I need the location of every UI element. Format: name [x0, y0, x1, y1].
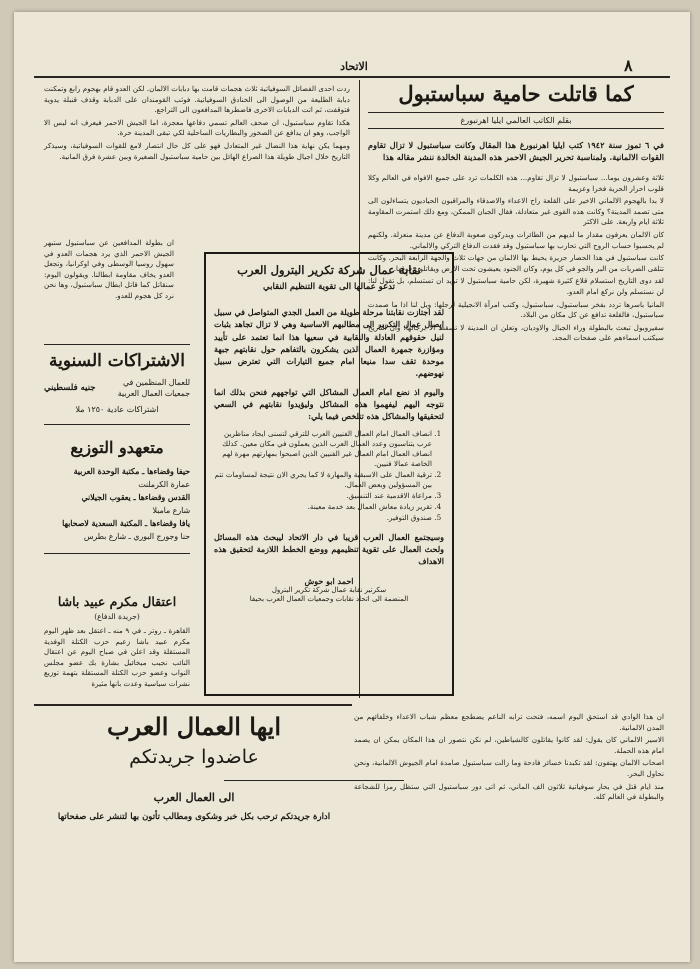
continuation-paragraph: ومهما يكن نهاية هذا النضال غير المتعادل فهو على كل حال انتصار لامع للقوات السوفياتية، وسيذكر التاريخ خلال اجيال طويلة هذا الصراع الهائل بين حامية سباستبول الصغيرة وبين عشرة فرق المانية.: [44, 140, 350, 161]
workers-banner: [44, 712, 344, 822]
main-byline: بقلم الكاتب العالمي ايليا اهرنبورغ: [460, 116, 572, 125]
arrest-source: (جريدة الدفاع): [94, 612, 140, 621]
continuation-article: [44, 84, 350, 164]
main-paragraph: منذ ايام قتل في بحار سوفياتية ثلاثون الف الماني، ثم اتى دور سباستبول التي ستظل رمزا للشجاعة والبطولة في العالم كله.: [354, 781, 664, 802]
distributor-line: حنا وجورج البوري ـ شارع بطرس: [83, 532, 190, 541]
page-number: ٨: [624, 56, 633, 75]
main-paragraph: اصحاب الالمان يهتفون: لقد تكبدنا خسائر فادحة وما زالت سباستبول صامدة امام الجيوش الالمانية، ونحن نحاول البحر.: [354, 758, 664, 778]
subscriptions-heading: الاشتراكات السنوية: [49, 351, 185, 371]
banner-line1: ايها العمال العرب: [106, 712, 281, 741]
union-issue: 3. مراعاة الاقدمية عند التنسيق.: [214, 491, 432, 501]
main-paragraph: ان هذا الوادي قد استحق اليوم اسمه، فتحت ترابه الناعم يضطجع معظم شباب الاعداء وخلفائهم من المدن الالمانية.: [354, 712, 664, 732]
main-article-continued: [354, 712, 664, 805]
subscriptions-members-label: للعمال المنظمين في جمعيات العمال العربية: [117, 378, 190, 398]
subscriptions-regular: اشتراكات عادية ١٢٥٠ ملا: [75, 405, 159, 414]
union-issues-list: [214, 429, 444, 523]
union-signature-title: سكرتير نقابة عمال شركة تكرير البترول: [271, 585, 387, 594]
continuation-article-end: [44, 238, 174, 304]
main-headline: كما قاتلت حامية سباستبول: [398, 81, 634, 106]
main-paragraph: الاسير الالماني كان يقول: لقد كانوا يقاتلون كالشياطين، لم نكن نتصور ان هذا المكان يمكن ان يصمد امام هذه الحملة.: [354, 735, 664, 755]
continuation-paragraph: ان بطولة المدافعين عن سباستبول ستبهر الجيش الاحمر الذي يرد هجمات العدو في سهول روسيا الوسطى وفي اوكرانيا، وتجعل العدو يخاف مقاومة ابطالنا. ويقولون اليوم: سنقاتل كما قاتل ابطال سباستبول، وها نحن نرد كل هجوم للعدو.: [44, 238, 174, 300]
union-announcement-box: [204, 252, 454, 696]
distributor-line: يافا وقضاءها ـ المكتبة السعدية لاصحابها: [62, 519, 190, 528]
main-paragraph: لا بدا بالهجوم الالماني الاخير على القلعة راح الاعداء والاصدقاء والمراقبون الحياديون يتساءلون الى متى تصمد المدينة؟ وكانت هذه القوى غير متعادلة، فقال الجبان الممكن، ومع ذلك استمرت المقاومة ثلاثة ايام واربعة. على الاكثر: [368, 196, 664, 227]
banner-subheading: الى العمال العرب: [153, 791, 235, 804]
main-paragraph: كان الالمان يعرفون مقدار ما لديهم من الطائرات ويدركون صعوبة الدفاع عن مدينة منعزلة. ولكنهم لم يحسبوا حساب الروح التي تحارب بها سباستبول وقد فقدت الدفاع التركي والالماني.: [368, 229, 664, 250]
main-paragraph: لقد دوى التاريخ استسلام قلاع كثيرة شهيرة، لكن حامية سباستبول لا تريد ان تستسلم، بل تقول لنا: لن نستسلم ولن نركع امام العدو.: [368, 276, 664, 296]
union-title: نقابة عمال شركة تكرير البترول العرب: [237, 263, 421, 277]
union-signature-name: احمد ابو حوش: [304, 575, 354, 586]
union-intro: لقد اجتازت نقابتنا مرحلة طويلة من العمل الجدي المتواصل في سبيل ايصال عمال التكرير الى مطالبهم الاساسية وهي لا تزال تجاهد بثبات لنيل حقوقهم العادلة والنقابية في سعيها هذا انما تعتمد على تأييد ومؤازرة جمهرة العمال الذين يشكرون بالتفاهم حول نقابتهم جبهة موحدة تقف سدا منيعا امام جميع التيارات التي تعترض سبيل نهوضهم.: [214, 307, 444, 379]
main-paragraph: ثلاثة وعشرون يوما... سباستبول لا تزال تقاوم... هذه الكلمات ترد على جميع الافواه في العالم وكلا قلوب احرار الحرية فخرا وعزيمة: [368, 173, 664, 193]
header-rule: [34, 76, 670, 78]
subscriptions-box: [44, 344, 190, 425]
union-issue: 5. صندوق التوفير.: [214, 513, 432, 523]
distributor-line: عمارة الكرملنت: [138, 480, 190, 489]
distributor-line: القدس وقضاءها ـ يعقوب الجيلاني: [81, 493, 190, 502]
union-signature-org: المنضمة الى اتحاد نقابات وجمعيات العمال العرب بحيفا: [249, 595, 409, 604]
union-issues-intro: واليوم اذ نضع امام العمال المشاكل التي تواجههم فنحن بذلك انما نتوجه اليهم ليفهموا هذه المشاكل وليؤيدوا نقابتهم في السعي لتحقيقها والمشاكل هذه تتلخص فيما يلي:: [214, 386, 444, 422]
main-paragraph: سفيروبول تبعث بالبطولة وراء الجبال والاوديان، وتعلن ان المدينة لا تسقط الا برجالها، وان التاريخ سيكتب اسماءهم على صفحات المجد.: [368, 322, 664, 343]
union-subtitle: تدعو عمالها الى تقوية التنظيم النقابي: [263, 282, 395, 292]
arrest-news: [44, 594, 190, 690]
union-issue: 4. تقرير زيادة معاش العمال بعد خدمة معينة.: [214, 502, 432, 512]
main-paragraph: المانيا باسرها تردد بفخر سباستبول، سباستبول، وكتب امرأة الانجيلية لرجلها: ويل لنا اذا ما صمدت سباستبول، فالقلعة تدافع عن كل مكان من البلاد.: [368, 299, 664, 320]
banner-line2: عاضدوا جريدتكم: [129, 746, 259, 768]
union-closing: وسيجتمع العمال العرب قريبا في دار الاتحاد ليبحث هذه المسائل ولحث العمال على تقوية تنظيمهم ووضع الخطط اللازمة لتحقيق هذه الاهداف: [214, 531, 444, 567]
continuation-paragraph: ردت احدى الفصائل السوفياتية ثلاث هجمات قامت بها دبابات الالمان. لكن العدو قام بهجوم رابع وتمكنت دبابة الطليعة من الوصول الى الخنادق السوفياتية. فوثب القومندان على الدبابة وقذف قنبلة يدوية فتوقفت، ثم اتت الدبابات الاخرى فاضطرها المدافعون الى التراجع.: [44, 84, 350, 115]
newspaper-title: الاتحاد: [340, 60, 368, 73]
banner-body: ادارة جريدتكم ترحب بكل خبر وشكوى ومطالب تأتون بها لتنشر على صفحاتها: [57, 812, 331, 822]
arrest-heading: اعتقال مكرم عبيد باشا: [57, 594, 177, 609]
subscriptions-members-value: جنيه فلسطيني: [44, 382, 96, 393]
continuation-paragraph: هكذا تقاوم سباستبول، ان صحف العالم تسمي دفاعها معجزة، اما الجيش الاحمر فيعرف انه ليس الا الواجب، وهو ان يدافع عن الصخور والبطاريات الساحلية لكي تبقى المدينة حرة.: [44, 117, 350, 138]
union-issue: 2. ترقية العمال على الاسبقية والمهارة لا كما يجري الان نتيجة لمساومات تتم بين المسؤولين وبعض العمال.: [214, 470, 432, 490]
main-lead: في ٦ تموز سنة ١٩٤٢ كتب ايليا اهرنبورغ هذا المقال وكانت سباستبول لا تزال تقاوم القوات الالمانية. ولمناسبة تحرير الجيش الاحمر هذه المدينة الخالدة ننشر مقاله هذا: [368, 140, 664, 162]
distributors-heading: متعهدو التوزيع: [70, 438, 164, 457]
main-paragraph: كانت سباستبول في هذا الحصار جزيرة يحيط بها الالمان من جهات ثلاث والجهة الرابعة البحر. وكانت تتلقى الضربات من البر والجو في كل يوم، وكان الجنود يعيشون تحت الارض ويقاتلون فوقها.: [368, 253, 664, 273]
newspaper-page: [14, 12, 690, 962]
distributor-line: شارع مامبلا: [152, 506, 190, 515]
distributors-box: [44, 438, 190, 554]
arrest-body: القاهرة ـ روتر ـ في ٩ منه ـ اعتقل بعد ظهر اليوم مكرم عبيد باشا زعيم حزب الكتلة الوفدية المستقلة وقد اعلن في صباح اليوم عن اعتقال النائب نجيب ميخائيل بشارة بك عضو مجلس النواب وعضو حزب الكتلة المستقلة بتهمة توزيع نشرات سياسية وعدت بانها مثيرة: [44, 626, 190, 688]
union-issue: 1. انصاف العمال امام العمال الفنيين العرب للترقي لتسنى ايجاد مناظرين عرب يتناسبون وعدد العمال العرب الذين يعملون في مكان معين. كذلك انصاف العمال امام العمال غير الفنيين الذين اصبحوا بمهارتهم مهرة لهم الخاصة عمالا فنيين.: [214, 429, 432, 469]
distributor-line: حيفا وقضاءها ـ مكتبة الوحدة العربية: [73, 467, 190, 476]
